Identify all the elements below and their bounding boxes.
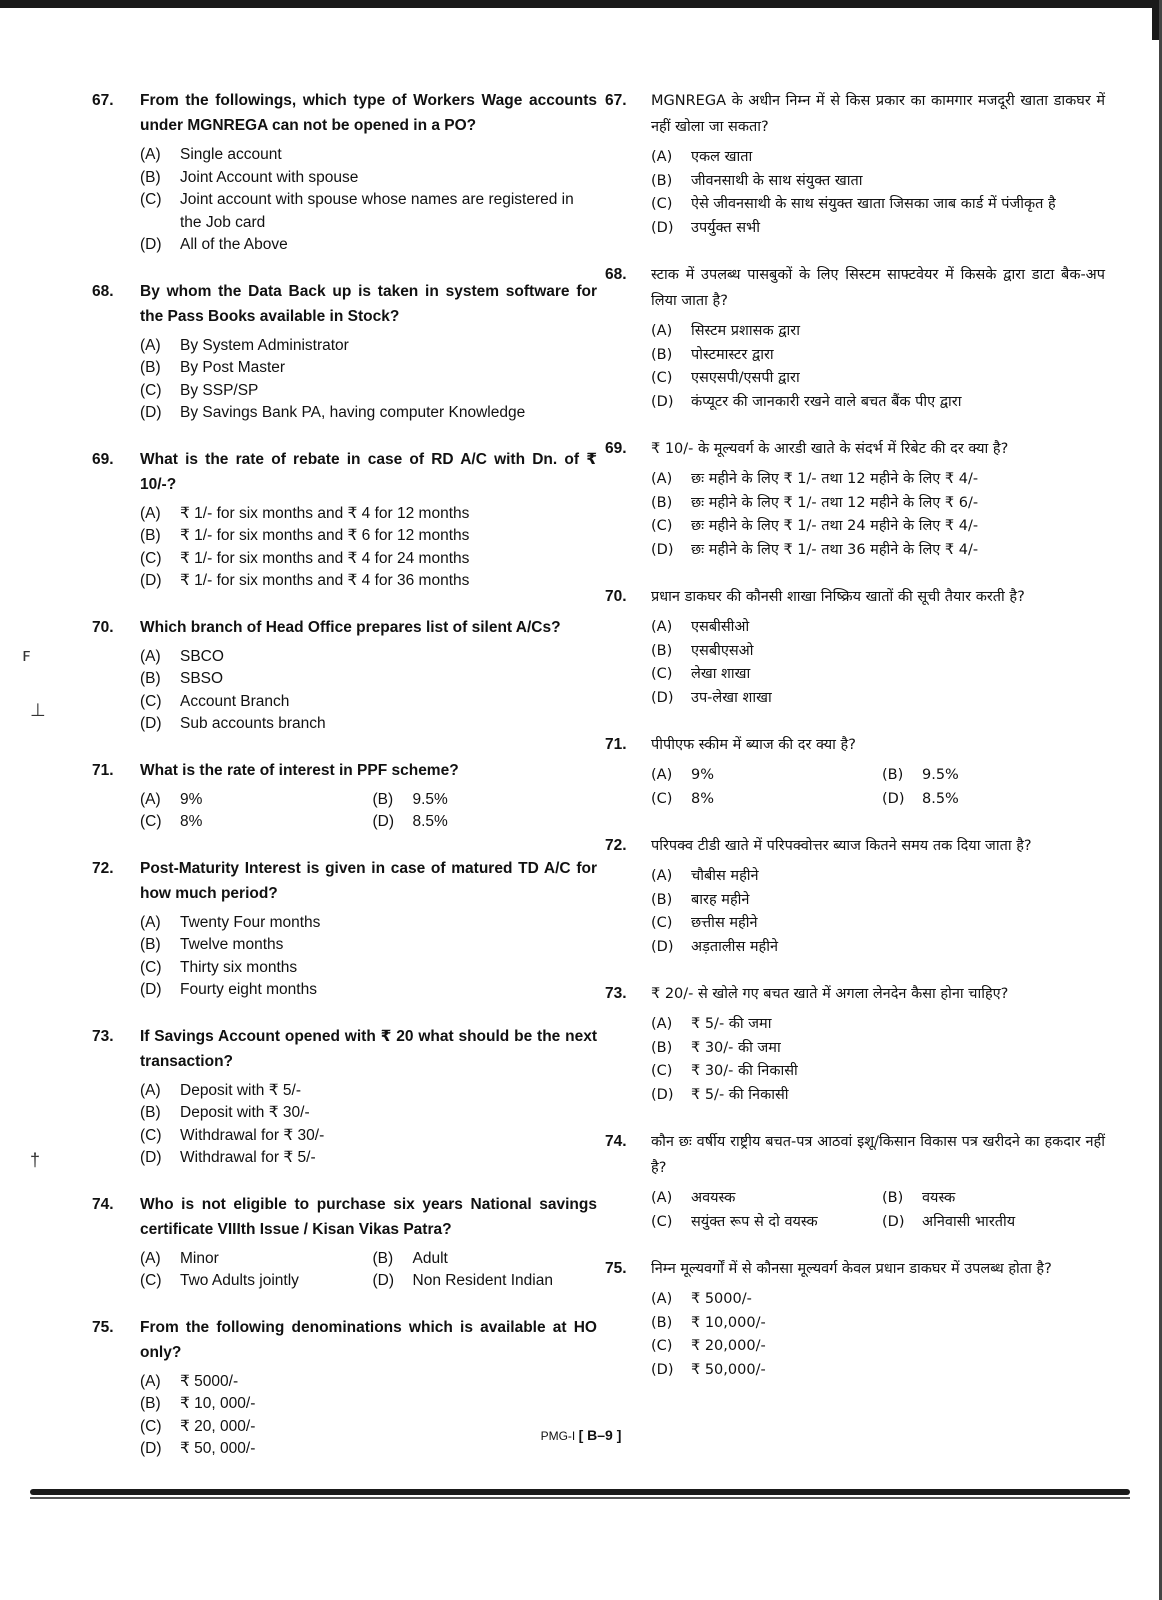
option-label: (B) (651, 1039, 673, 1056)
option-text: Deposit with ₹ 5/- (180, 1081, 301, 1099)
option (651, 391, 1105, 415)
option (140, 789, 365, 812)
option-text: एकल खाता (691, 149, 753, 165)
option-label: (D) (372, 1272, 395, 1289)
question-number: 72. (605, 837, 627, 854)
option (140, 668, 597, 691)
option (651, 344, 1105, 368)
question-number: 71. (92, 761, 114, 779)
option-label: (A) (140, 1372, 161, 1390)
option-label: (A) (140, 1249, 161, 1267)
question-text: Which branch of Head Office prepares list of silent A/Cs? (140, 618, 561, 636)
option-label: (C) (651, 915, 673, 931)
question-70 (605, 584, 1105, 710)
option (651, 146, 1105, 170)
option (140, 1102, 597, 1125)
margin-mark: ꜰ (22, 645, 31, 665)
option (882, 788, 1105, 812)
option-label: (B) (140, 1104, 161, 1121)
option-text: छः महीने के लिए ₹ 1/- तथा 36 महीने के लिए ₹ 4/- (691, 541, 979, 558)
option-label: (D) (140, 404, 162, 421)
question-68 (605, 262, 1105, 414)
options-list (651, 764, 1105, 811)
option-label: (B) (651, 1314, 673, 1331)
question-74 (92, 1192, 597, 1293)
option-text: ₹ 1/- for six months and ₹ 6 for 12 months (180, 527, 470, 544)
option-text: अनिवासी भारतीय (922, 1213, 1016, 1230)
options-list (140, 503, 597, 593)
question-number: 68. (605, 266, 627, 283)
option-text: वयस्क (922, 1190, 956, 1206)
option-text: 8% (691, 790, 715, 807)
option-text: Minor (180, 1249, 219, 1267)
option-text: Two Adults jointly (180, 1272, 299, 1289)
option (651, 936, 1105, 960)
option-text: By System Administrator (180, 336, 349, 354)
question-text: कौन छः वर्षीय राष्ट्रीय बचत-पत्र आठवां इशू/किसान विकास पत्र खरीदने का हकदार नहीं है? (651, 1134, 1105, 1176)
option-text: By Savings Bank PA, having computer Knowledge (180, 404, 526, 421)
options-list (140, 912, 597, 1002)
option-label: (D) (372, 813, 395, 830)
options-list (140, 1080, 597, 1170)
option (882, 1187, 1105, 1211)
question-74 (605, 1129, 1105, 1234)
option-text: Non Resident Indian (412, 1272, 553, 1289)
option (140, 1270, 365, 1293)
option-label: (A) (651, 868, 673, 884)
options-list (140, 646, 597, 736)
option-label: (C) (651, 1213, 673, 1230)
option-text: छः महीने के लिए ₹ 1/- तथा 12 महीने के लिए ₹ 6/- (691, 494, 979, 511)
question-text: निम्न मूल्यवर्गों में से कौनसा मूल्यवर्ग केवल प्रधान डाकघर में उपलब्ध होता है? (651, 1261, 1052, 1277)
option-text: Sub accounts branch (180, 715, 326, 732)
option-text: 9.5% (922, 767, 959, 783)
option-text: चौबीस महीने (691, 868, 759, 884)
option (651, 1084, 1105, 1108)
question-text: From the followings, which type of Workers Wage accounts under MGNREGA can not be opened in a PO? (140, 92, 597, 134)
option-label: (A) (140, 336, 161, 354)
option-text: ₹ 50, 000/- (180, 1440, 256, 1457)
question-number: 73. (92, 1027, 114, 1045)
option-label: (B) (140, 936, 161, 953)
option (140, 811, 365, 834)
option (373, 811, 598, 834)
option (651, 1060, 1105, 1084)
option-text: ₹ 1/- for six months and ₹ 4 for 12 months (180, 504, 470, 522)
option (651, 1359, 1105, 1383)
option-label: (C) (140, 1272, 162, 1289)
question-67 (92, 88, 597, 257)
option (651, 1312, 1105, 1336)
option-text: 8.5% (922, 790, 959, 807)
option-label: (D) (651, 1361, 674, 1378)
question-70 (92, 615, 597, 736)
option (651, 170, 1105, 194)
option-text: पोस्टमास्टर द्वारा (691, 346, 774, 363)
options-list (140, 144, 597, 257)
option-text: ₹ 5000/- (180, 1372, 239, 1390)
option-label: (A) (651, 1190, 673, 1206)
question-text: What is the rate of interest in PPF scheme? (140, 761, 459, 779)
option-label: (A) (651, 471, 673, 487)
option-label: (A) (651, 767, 673, 783)
option-text: ₹ 20,000/- (691, 1338, 766, 1354)
option-text: 8.5% (412, 813, 448, 830)
option-label: (D) (651, 689, 674, 706)
question-number: 71. (605, 736, 627, 753)
question-text: By whom the Data Back up is taken in system software for the Pass Books available in Stock? (140, 282, 597, 325)
option (651, 539, 1105, 563)
option-text: SBCO (180, 647, 224, 665)
question-73 (605, 981, 1105, 1107)
option (140, 503, 597, 526)
question-67 (605, 88, 1105, 240)
option-text: सयुंक्त रूप से दो वयस्क (691, 1213, 818, 1230)
option-label: (D) (140, 236, 162, 253)
option-label: (D) (651, 541, 674, 558)
option (140, 189, 597, 234)
option (651, 640, 1105, 664)
option (651, 468, 1105, 492)
option-text: ₹ 1/- for six months and ₹ 4 for 24 months (180, 549, 470, 567)
options-list (651, 865, 1105, 959)
page-footer (0, 1427, 1162, 1443)
option-label: (B) (651, 891, 673, 908)
option (651, 492, 1105, 516)
option (140, 957, 597, 980)
options-list (140, 789, 597, 834)
option-label: (B) (651, 172, 673, 189)
option-label: (C) (651, 196, 673, 212)
option (651, 193, 1105, 217)
question-69 (92, 447, 597, 593)
option-label: (D) (140, 1149, 162, 1166)
question-number: 69. (92, 450, 114, 468)
option-text: सिस्टम प्रशासक द्वारा (691, 323, 800, 339)
option-label: (C) (140, 381, 162, 399)
option (140, 1147, 597, 1170)
option-label: (A) (651, 619, 673, 635)
option (140, 548, 597, 571)
option-label: (C) (651, 518, 673, 534)
option (140, 167, 597, 190)
question-number: 74. (605, 1133, 627, 1150)
option (651, 1013, 1105, 1037)
question-text: From the following denominations which is available at HO only? (140, 1318, 597, 1361)
option-label: (D) (651, 938, 674, 955)
option (651, 1211, 874, 1235)
option (140, 1125, 597, 1148)
option-text: एसएसपी/एसपी द्वारा (691, 370, 800, 386)
option-text: जीवनसाथी के साथ संयुक्त खाता (691, 172, 863, 189)
option-text: Withdrawal for ₹ 5/- (180, 1149, 316, 1166)
option-label: (C) (140, 1126, 162, 1144)
option (651, 1037, 1105, 1061)
option-text: उपर्युक्त सभी (691, 219, 760, 236)
option-label: (C) (651, 666, 673, 682)
option (140, 335, 597, 358)
option-text: All of the Above (180, 236, 288, 253)
option-label: (B) (651, 346, 673, 363)
option (651, 1335, 1105, 1359)
option-text: ₹ 5/- की निकासी (691, 1086, 789, 1103)
options-list (140, 1248, 597, 1293)
option (651, 1187, 874, 1211)
option-label: (B) (140, 670, 161, 687)
options-list (651, 320, 1105, 414)
option-text: Fourty eight months (180, 981, 317, 998)
option-label: (C) (140, 813, 162, 830)
footer-page-number: [ B–9 ] (578, 1427, 622, 1443)
option-label: (B) (140, 168, 161, 186)
option-text: Joint Account with spouse (180, 168, 359, 186)
option-text: Withdrawal for ₹ 30/- (180, 1126, 325, 1144)
option-label: (B) (140, 527, 161, 544)
option (651, 1288, 1105, 1312)
options-list (651, 468, 1105, 562)
question-text: पीपीएफ स्कीम में ब्याज की दर क्या है? (651, 737, 856, 753)
option-label: (C) (651, 1338, 673, 1354)
option-text: SBSO (180, 670, 224, 687)
option-text: 8% (180, 813, 203, 830)
option-text: ₹ 5000/- (691, 1291, 752, 1307)
question-73 (92, 1024, 597, 1170)
option-label: (B) (140, 359, 161, 376)
question-69 (605, 436, 1105, 562)
option-label: (B) (372, 1249, 394, 1267)
option (882, 1211, 1105, 1235)
option-text: 9.5% (412, 790, 448, 808)
option-text: एसबीएसओ (691, 642, 754, 659)
question-text: Who is not eligible to purchase six years National savings certificate VIIIth Issue / Kisan Vikas Patra? (140, 1195, 597, 1238)
option-label: (B) (372, 790, 394, 808)
option (651, 687, 1105, 711)
option (373, 1270, 598, 1293)
margin-mark: ⊥ (30, 700, 46, 720)
option-text: ₹ 5/- की जमा (691, 1016, 772, 1032)
option-label: (A) (140, 1081, 161, 1099)
question-71 (92, 758, 597, 834)
options-list (651, 1013, 1105, 1107)
option-text: Adult (412, 1249, 448, 1267)
option-text: ₹ 30/- की जमा (691, 1039, 781, 1056)
option-label: (D) (140, 572, 162, 589)
options-list (140, 1371, 597, 1461)
option-label: (D) (882, 790, 905, 807)
option-text: 9% (691, 767, 715, 783)
option (140, 713, 597, 736)
question-number: 70. (92, 618, 114, 636)
option (651, 764, 874, 788)
option-text: By SSP/SP (180, 381, 259, 399)
option-text: Account Branch (180, 692, 290, 710)
option (140, 934, 597, 957)
bottom-rule-thin (30, 1497, 1130, 1499)
question-number: 73. (605, 985, 627, 1002)
option (140, 1393, 597, 1416)
question-72 (605, 833, 1105, 959)
option-label: (D) (651, 393, 674, 410)
option (651, 889, 1105, 913)
option-label: (A) (140, 790, 161, 808)
option-label: (D) (651, 1086, 674, 1103)
option (651, 663, 1105, 687)
option-text: उप-लेखा शाखा (691, 689, 772, 706)
option-label: (C) (140, 191, 162, 208)
option (651, 616, 1105, 640)
option-label: (D) (140, 715, 162, 732)
option-text: छत्तीस महीने (691, 915, 758, 931)
option (140, 1371, 597, 1394)
option-label: (A) (651, 149, 673, 165)
option-label: (C) (140, 692, 162, 710)
question-68 (92, 279, 597, 425)
option-label: (D) (140, 1440, 162, 1457)
options-list (651, 616, 1105, 710)
option-text: बारह महीने (691, 891, 750, 908)
option (140, 234, 597, 257)
option (140, 979, 597, 1002)
option (373, 789, 598, 812)
question-text: परिपक्व टीडी खाते में परिपक्वोत्तर ब्याज कितने समय तक दिया जाता है? (651, 838, 1032, 854)
option-label: (B) (882, 1190, 904, 1206)
question-text: प्रधान डाकघर की कौनसी शाखा निष्क्रिय खातों की सूची तैयार करती है? (651, 589, 1025, 605)
option (140, 646, 597, 669)
option (373, 1248, 598, 1271)
option-text: अवयस्क (691, 1190, 736, 1206)
options-list (651, 146, 1105, 240)
option-text: एसबीसीओ (691, 619, 750, 635)
option-label: (A) (651, 1291, 673, 1307)
question-number: 75. (92, 1318, 114, 1336)
option-text: कंप्यूटर की जानकारी रखने वाले बचत बैंक पीए द्वारा (691, 393, 962, 410)
option-text: Single account (180, 146, 282, 163)
question-number: 72. (92, 859, 114, 877)
option-label: (D) (882, 1213, 905, 1230)
question-text: ₹ 20/- से खोले गए बचत खाते में अगला लेनदेन कैसा होना चाहिए? (651, 986, 1009, 1002)
options-list (651, 1187, 1105, 1234)
question-text: स्टाक में उपलब्ध पासबुकों के लिए सिस्टम साफ्टवेयर में किसके द्वारा डाटा बैक-अप लिया जाता है? (651, 267, 1105, 309)
option (140, 691, 597, 714)
option-label: (C) (140, 1417, 162, 1435)
option-text: Twelve months (180, 936, 284, 953)
question-text: Post-Maturity Interest is given in case of matured TD A/C for how much period? (140, 859, 597, 902)
option-text: Thirty six months (180, 958, 298, 976)
question-text: MGNREGA के अधीन निम्न में से किस प्रकार का कामगार मजदूरी खाता डाकघर में नहीं खोला जा सकता? (651, 93, 1105, 135)
option-label: (B) (651, 494, 673, 511)
question-text: If Savings Account opened with ₹ 20 what should be the next transaction? (140, 1027, 597, 1070)
option (651, 320, 1105, 344)
option-text: Deposit with ₹ 30/- (180, 1104, 310, 1121)
option-text: ₹ 30/- की निकासी (691, 1063, 798, 1079)
option (140, 380, 597, 403)
option-text: अड़तालीस महीने (691, 938, 779, 955)
question-number: 74. (92, 1195, 114, 1213)
option-text: ₹ 20, 000/- (180, 1417, 256, 1435)
option-label: (C) (651, 370, 673, 386)
option-label: (D) (651, 219, 674, 236)
option (651, 788, 874, 812)
option-label: (A) (140, 504, 161, 522)
option-text: By Post Master (180, 359, 286, 376)
option-label: (C) (140, 958, 162, 976)
option-text: ₹ 10, 000/- (180, 1395, 256, 1412)
question-number: 68. (92, 282, 114, 300)
question-number: 70. (605, 588, 627, 605)
option-label: (C) (140, 549, 162, 567)
option-text: 9% (180, 790, 203, 808)
option-label: (B) (140, 1395, 161, 1412)
option-label: (A) (651, 1016, 673, 1032)
option-label: (D) (140, 981, 162, 998)
hindi-column (605, 88, 1105, 1404)
option-text: लेखा शाखा (691, 666, 751, 682)
option (651, 912, 1105, 936)
option-text: Joint account with spouse whose names are registered in the Job card (180, 191, 574, 231)
english-column (92, 88, 597, 1483)
question-75 (605, 1256, 1105, 1382)
option (140, 912, 597, 935)
option (140, 570, 597, 593)
footer-code: PMG-I (540, 1429, 576, 1443)
option-label: (A) (140, 913, 161, 931)
option-label: (B) (882, 767, 904, 783)
question-number: 67. (605, 92, 627, 109)
option-label: (C) (651, 790, 673, 807)
option (882, 764, 1105, 788)
option-text: छः महीने के लिए ₹ 1/- तथा 24 महीने के लिए ₹ 4/- (691, 518, 979, 534)
option-text: ऐसे जीवनसाथी के साथ संयुक्त खाता जिसका जाब कार्ड में पंजीकृत है (691, 196, 1056, 212)
option (140, 357, 597, 380)
option-text: छः महीने के लिए ₹ 1/- तथा 12 महीने के लिए ₹ 4/- (691, 471, 979, 487)
option-label: (A) (140, 146, 161, 163)
question-72 (92, 856, 597, 1002)
option (140, 402, 597, 425)
question-text: ₹ 10/- के मूल्यवर्ग के आरडी खाते के संदर्भ में रिबेट की दर क्या है? (651, 441, 1009, 457)
options-list (651, 1288, 1105, 1382)
option-text: Twenty Four months (180, 913, 321, 931)
question-number: 69. (605, 440, 627, 457)
option (140, 144, 597, 167)
top-scan-border (0, 0, 1162, 8)
option (140, 1080, 597, 1103)
option-label: (C) (651, 1063, 673, 1079)
option-text: ₹ 1/- for six months and ₹ 4 for 36 months (180, 572, 470, 589)
option-label: (A) (651, 323, 673, 339)
question-number: 75. (605, 1260, 627, 1277)
option (140, 525, 597, 548)
question-number: 67. (92, 92, 114, 109)
option (140, 1248, 365, 1271)
options-list (140, 335, 597, 425)
option-label: (B) (651, 642, 673, 659)
option-label: (A) (140, 647, 161, 665)
option (651, 515, 1105, 539)
option (651, 367, 1105, 391)
bottom-rule (30, 1489, 1130, 1495)
question-text: What is the rate of rebate in case of RD A/C with Dn. of ₹ 10/-? (140, 450, 597, 493)
question-71 (605, 732, 1105, 811)
option (651, 865, 1105, 889)
margin-mark: † (30, 1150, 41, 1170)
option-text: ₹ 50,000/- (691, 1361, 766, 1378)
option (651, 217, 1105, 241)
option-text: ₹ 10,000/- (691, 1314, 766, 1331)
